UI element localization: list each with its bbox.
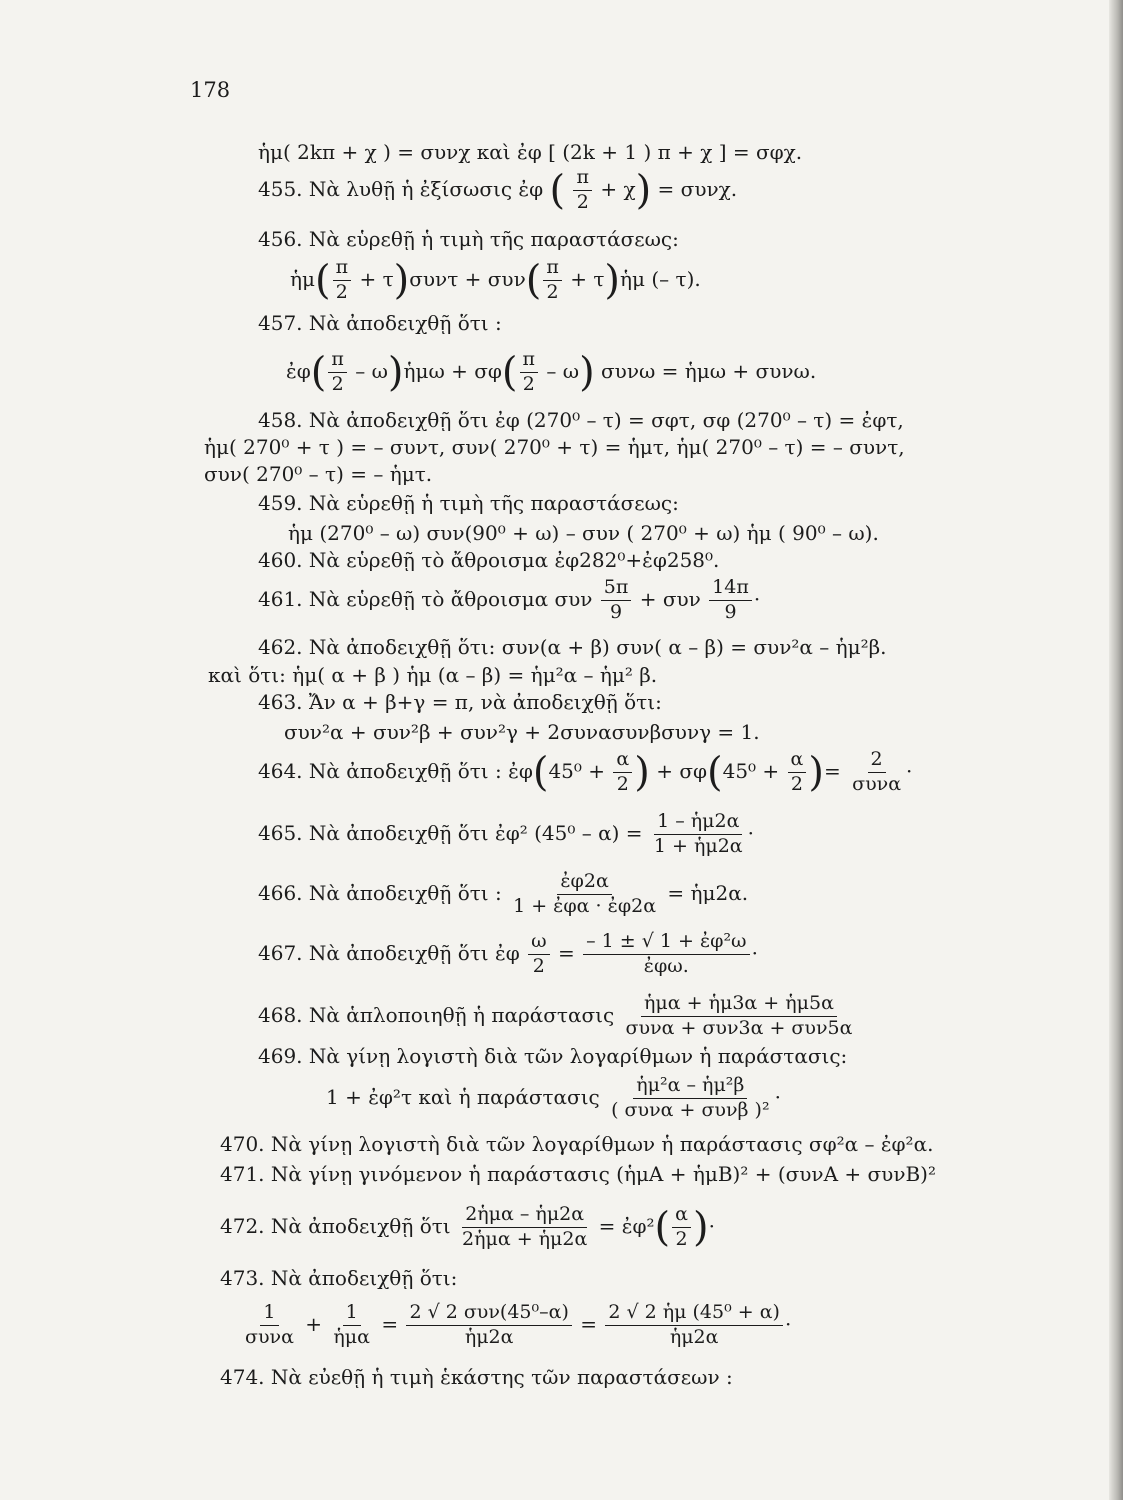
text: ·: [747, 820, 754, 845]
paren: (: [654, 1204, 671, 1251]
exercise-463: [258, 692, 662, 712]
exercise-number: 465.: [258, 820, 303, 845]
text: Νὰ ἀποδειχθῇ ὅτι:: [270, 1266, 458, 1290]
text: Νὰ ἀποδειχθῇ ὅτι :: [308, 311, 502, 335]
text: = ἐφ²: [598, 1213, 655, 1238]
exercise-number: 456.: [258, 227, 303, 251]
paren: (: [549, 167, 566, 214]
text: = συνχ.: [657, 176, 738, 201]
text: Νὰ εὑρεθῇ ἡ τιμὴ τῆς παραστάσεως:: [308, 227, 679, 251]
exercise-459: [258, 493, 679, 513]
exercise-number: 467.: [258, 940, 303, 965]
fraction-alpha-2: $\frac{\alpha}{2}$: [672, 1205, 691, 1250]
exercise-number: 471.: [220, 1162, 265, 1186]
text: 45⁰ +: [722, 758, 780, 783]
paren: (: [706, 749, 723, 796]
exercise-455: [258, 168, 737, 213]
fraction-1-sin: $\frac{1}{\text{ἡμα}}$: [333, 1301, 370, 1348]
text: 1 + ἐφ²τ καὶ ἡ παράστασις: [326, 1084, 600, 1109]
exercise-472: [220, 1205, 715, 1250]
text: +: [305, 1311, 323, 1336]
exercise-474: [220, 1367, 733, 1387]
exercise-460: [258, 550, 719, 570]
paren: ): [693, 1204, 709, 1251]
formula-line: [286, 350, 816, 395]
exercise-number: 463.: [258, 690, 303, 714]
fraction-466: $\frac{\text{ἐφ2α}}{\text{1 + ἐφα · ἐφ2α}}$: [513, 870, 657, 917]
text: 45⁰ +: [548, 758, 606, 783]
text: Νὰ ἀποδειχθῇ ὅτι ἐφ: [308, 940, 520, 965]
exercise-number: 459.: [258, 491, 303, 515]
text: συνω = ἡμω + συνω.: [601, 358, 817, 383]
text: Νὰ εὑρεθῇ τὸ ἄθροισμα συν: [308, 586, 593, 611]
formula-line: [290, 258, 701, 303]
formula-line: [258, 142, 802, 162]
fraction-14pi-9: $\frac{14\pi}{9}$: [709, 578, 752, 623]
exercise-467: [258, 932, 758, 977]
paren: (: [314, 257, 331, 304]
exercise-number: 460.: [258, 548, 303, 572]
exercise-number: 457.: [258, 311, 303, 335]
text: καὶ ὅτι: ἡμ( α + β ) ἡμ (α – β) = ἡμ²α – ἡμ² β.: [208, 663, 658, 687]
fraction-2-cos: $\frac{2}{\text{συνα}}$: [852, 748, 902, 795]
exercise-464: [258, 750, 912, 795]
text: ἡμω + σφ: [403, 358, 502, 383]
text: ἡμ( 270⁰ + τ ) = – συντ, συν( 270⁰ + τ) = ἡμτ, ἡμ( 270⁰ – τ) = – συντ,: [204, 435, 905, 459]
text: ἡμ( 2kπ + χ ) = συνχ καὶ ἐφ [ (2k + 1 ) π + χ ] = σφχ.: [258, 140, 803, 164]
exercise-number: 466.: [258, 880, 303, 905]
text: ·: [906, 758, 913, 783]
exercise-468: [258, 994, 857, 1039]
exercise-465: [258, 812, 754, 857]
fraction-pi-2: $\frac{\pi}{2}$: [573, 168, 592, 213]
paren: ): [808, 749, 824, 796]
exercise-number: 469.: [258, 1044, 303, 1068]
text: =: [557, 940, 575, 965]
text: ·: [708, 1213, 715, 1238]
text: συντ + συν: [409, 266, 526, 291]
fraction-465: $\frac{\text{1 – ἡμ2α}}{\text{1 + ἡμ2α}}$: [653, 810, 743, 857]
paren: ): [604, 257, 620, 304]
fraction-468: $\frac{\text{ἡμα + ἡμ3α + ἡμ5α}}{\text{συνα + συν3α + συν5α}}$: [625, 992, 853, 1039]
paren: ): [635, 167, 652, 214]
exercise-471: [220, 1164, 936, 1184]
exercise-number: 468.: [258, 1002, 303, 1027]
text: – ω: [546, 358, 580, 383]
text: ·: [751, 940, 758, 965]
text: Νὰ ἁπλοποιηθῇ ἡ παράστασις: [308, 1002, 615, 1027]
formula-line: [204, 437, 905, 457]
text: + τ: [359, 266, 394, 291]
text: + συν: [639, 586, 701, 611]
text: ἐφ: [286, 358, 311, 383]
text: Νὰ ἀποδειχθῇ ὅτι: [270, 1213, 451, 1238]
formula-line: [326, 1076, 781, 1121]
fraction-1-cos: $\frac{1}{\text{συνα}}$: [245, 1301, 294, 1348]
exercise-number: 462.: [258, 635, 303, 659]
paren: (: [310, 349, 327, 396]
fraction-pi-2: $\frac{\pi}{2}$: [520, 350, 539, 395]
fraction-469: $\frac{\text{ἡμ²α – ἡμ²β}}{\text{( συνα + συνβ )²}}$: [611, 1074, 770, 1121]
fraction-473-cos: $\frac{\text{2 √ 2 συν(45⁰–α)}}{\text{ἡμ2α}}$: [406, 1303, 571, 1348]
text: Νὰ εὑρεθῇ τὸ ἄθροισμα ἐφ282⁰+ἐφ258⁰.: [308, 548, 720, 572]
fraction-473-sin: $\frac{\text{2 √ 2 ἡμ (45⁰ + α)}}{\text{ἡμ2α}}$: [605, 1303, 783, 1348]
text: Νὰ εὑρεθῇ ἡ τιμὴ τῆς παραστάσεως:: [308, 491, 679, 515]
text: Νὰ εὐεθῇ ἡ τιμὴ ἑκάστης τῶν παραστάσεων :: [270, 1365, 733, 1389]
text: συν( 270⁰ – τ) = – ἡμτ.: [204, 462, 433, 486]
exercise-462: [258, 637, 887, 657]
exercise-470: [220, 1134, 933, 1154]
exercise-473: [220, 1268, 457, 1288]
exercise-number: 458.: [258, 408, 303, 432]
text: Νὰ ἀποδειχθῇ ὅτι ἐφ² (45⁰ – α) =: [308, 820, 643, 845]
paren: (: [501, 349, 518, 396]
text: ·: [753, 586, 761, 611]
exercise-461: [258, 578, 760, 623]
exercise-number: 455.: [258, 176, 303, 201]
formula-line: [288, 523, 879, 543]
text: Νὰ γίνῃ γινόμενον ἡ παράστασις (ἡμΑ + ἡμΒ)² + (συνΑ + συνΒ)²: [270, 1162, 936, 1186]
exercise-number: 474.: [220, 1365, 265, 1389]
fraction-472: $\frac{\text{2ἡμα – ἡμ2α}}{\text{2ἡμα + ἡμ2α}}$: [462, 1203, 588, 1250]
text: + τ: [570, 266, 605, 291]
page-edge-shadow: [1109, 0, 1123, 1500]
text: ἡμ (270⁰ – ω) συν(90⁰ + ω) – συν ( 270⁰ + ω) ἡμ ( 90⁰ – ω).: [288, 521, 879, 545]
paren: ): [579, 349, 595, 396]
text: ἡμ (– τ).: [620, 266, 701, 291]
exercise-number: 464.: [258, 758, 303, 783]
text: Νὰ ἀποδειχθῇ ὅτι :: [308, 880, 502, 905]
fraction-pi-2: $\frac{\pi}{2}$: [333, 258, 352, 303]
text: =: [824, 758, 841, 783]
exercise-466: [258, 872, 748, 917]
exercise-458: [258, 410, 904, 430]
paren: (: [532, 749, 549, 796]
text: Νὰ ἀποδειχθῇ ὅτι ἐφ (270⁰ – τ) = σφτ, σφ (270⁰ – τ) = ἐφτ,: [308, 408, 904, 432]
exercise-number: 473.: [220, 1266, 265, 1290]
paren: ): [634, 749, 650, 796]
exercise-number: 470.: [220, 1132, 265, 1156]
fraction-467: $\frac{\text{– 1 ± √ 1 + ἐφ²ω}}{\text{ἐφω.}}$: [583, 932, 749, 977]
text: + σφ: [656, 758, 707, 783]
text: Νὰ ἀποδειχθῇ ὅτι : ἐφ: [308, 758, 533, 783]
exercise-number: 472.: [220, 1213, 265, 1238]
exercise-469: [258, 1046, 847, 1066]
formula-line: [204, 464, 432, 484]
text: ·: [774, 1084, 781, 1109]
fraction-alpha-2: $\frac{\alpha}{2}$: [613, 750, 632, 795]
text: Νὰ ἀποδειχθῇ ὅτι: συν(α + β) συν( α – β) = συν²α – ἡμ²β.: [308, 635, 887, 659]
text: Νὰ γίνῃ λογιστὴ διὰ τῶν λογαρίθμων ἡ παράστασις σφ²α – ἐφ²α.: [270, 1132, 934, 1156]
exercise-457: [258, 313, 502, 333]
formula-line: [208, 665, 657, 685]
formula-line: [240, 1303, 791, 1348]
exercise-456: [258, 229, 679, 249]
text: – ω: [355, 358, 388, 383]
exercise-number: 461.: [258, 586, 303, 611]
paren: ): [393, 257, 410, 304]
text: =: [580, 1311, 597, 1336]
text: Ἄν α + β+γ = π, νὰ ἀποδειχθῇ ὅτι:: [308, 690, 662, 714]
paren: (: [525, 257, 542, 304]
text: = ἡμ2α.: [667, 880, 749, 905]
fraction-alpha-2: $\frac{\alpha}{2}$: [788, 750, 807, 795]
text: Νὰ λυθῇ ἡ ἐξίσωσις ἐφ: [308, 176, 544, 201]
text: + χ: [600, 176, 636, 201]
fraction-omega-2: $\frac{\omega}{2}$: [528, 932, 550, 977]
text: συν²α + συν²β + συν²γ + 2συνασυνβσυνγ = 1.: [284, 720, 760, 744]
fraction-5pi-9: $\frac{5\pi}{9}$: [601, 578, 632, 623]
text: ·: [784, 1311, 792, 1336]
text: Νὰ γίνῃ λογιστὴ διὰ τῶν λογαρίθμων ἡ παράστασις:: [308, 1044, 848, 1068]
paren: ): [387, 349, 404, 396]
page-number: 178: [190, 78, 231, 102]
text: =: [381, 1311, 399, 1336]
formula-line: [284, 722, 760, 742]
fraction-pi-2: $\frac{\pi}{2}$: [543, 258, 562, 303]
fraction-pi-2: $\frac{\pi}{2}$: [328, 350, 347, 395]
text: ἡμ: [290, 266, 315, 291]
